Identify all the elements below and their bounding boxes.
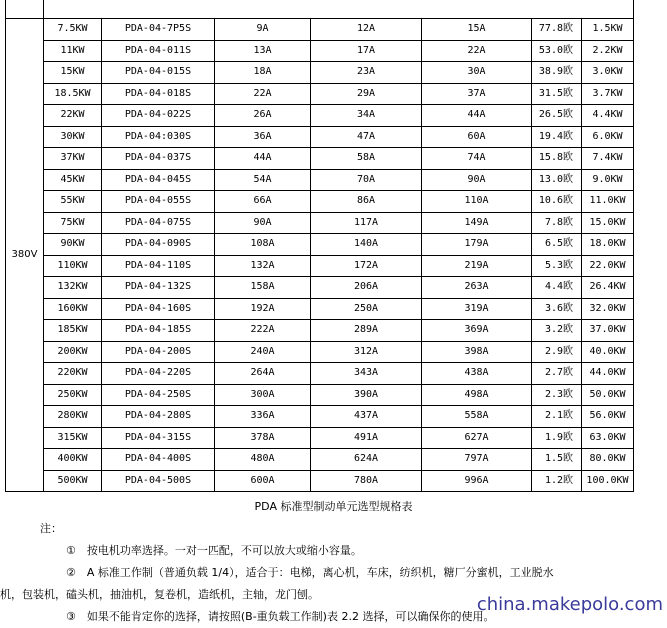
resistor-power-cell: 32.0KW xyxy=(582,298,634,320)
current-c-cell: 74A xyxy=(422,148,532,170)
resistance-cell: 1.2欧 xyxy=(532,470,582,492)
resistance-cell: 19.4欧 xyxy=(532,126,582,148)
resistor-power-cell: 3.7KW xyxy=(582,83,634,105)
resistor-power-cell: 40.0KW xyxy=(582,341,634,363)
notes-label: 注： xyxy=(40,522,62,535)
current-b-cell: 343A xyxy=(311,363,422,385)
current-c-cell: 219A xyxy=(422,255,532,277)
table-row xyxy=(6,320,634,342)
model-cell: PDA-04-250S xyxy=(102,384,215,406)
current-b-cell: 624A xyxy=(311,449,422,471)
resistor-power-cell: 22.0KW xyxy=(582,255,634,277)
power-cell: 30KW xyxy=(44,126,102,148)
current-a-cell: 480A xyxy=(215,449,311,471)
resistance-cell: 1.9欧 xyxy=(532,427,582,449)
note-2: ② A 标准工作制（普通负载 1/4），适合于：电梯，离心机，车床，纺织机，糖厂分蜜机，工业脱水 xyxy=(66,566,554,579)
note-1: ① 按电机功率选择。一对一匹配，不可以放大或缩小容量。 xyxy=(66,544,362,557)
model-cell: PDA-04-132S xyxy=(102,277,215,299)
power-cell: 45KW xyxy=(44,169,102,191)
current-a-cell: 240A xyxy=(215,341,311,363)
current-c-cell: 22A xyxy=(422,40,532,62)
power-cell: 55KW xyxy=(44,191,102,213)
current-c-cell: 110A xyxy=(422,191,532,213)
power-cell: 250KW xyxy=(44,384,102,406)
table-row xyxy=(6,363,634,385)
resistance-cell: 2.3欧 xyxy=(532,384,582,406)
current-a-cell: 264A xyxy=(215,363,311,385)
current-b-cell: 12A xyxy=(311,19,422,41)
power-cell: 400KW xyxy=(44,449,102,471)
table-row xyxy=(6,277,634,299)
power-cell: 200KW xyxy=(44,341,102,363)
table-row xyxy=(6,384,634,406)
current-a-cell: 36A xyxy=(215,126,311,148)
current-c-cell: 90A xyxy=(422,169,532,191)
current-c-cell: 438A xyxy=(422,363,532,385)
resistor-power-cell: 100.0KW xyxy=(582,470,634,492)
current-a-cell: 192A xyxy=(215,298,311,320)
resistor-power-cell: 18.0KW xyxy=(582,234,634,256)
current-c-cell: 149A xyxy=(422,212,532,234)
current-b-cell: 70A xyxy=(311,169,422,191)
current-c-cell: 37A xyxy=(422,83,532,105)
table-row xyxy=(6,449,634,471)
current-c-cell: 15A xyxy=(422,19,532,41)
table-row xyxy=(6,19,634,41)
current-c-cell: 797A xyxy=(422,449,532,471)
resistance-cell: 6.5欧 xyxy=(532,234,582,256)
resistance-cell: 26.5欧 xyxy=(532,105,582,127)
current-a-cell: 108A xyxy=(215,234,311,256)
current-a-cell: 336A xyxy=(215,406,311,428)
resistor-power-cell: 80.0KW xyxy=(582,449,634,471)
current-a-cell: 132A xyxy=(215,255,311,277)
resistance-cell: 15.8欧 xyxy=(532,148,582,170)
current-a-cell: 600A xyxy=(215,470,311,492)
current-b-cell: 140A xyxy=(311,234,422,256)
current-a-cell: 378A xyxy=(215,427,311,449)
resistance-cell: 2.9欧 xyxy=(532,341,582,363)
spec-table-body xyxy=(6,0,634,492)
current-b-cell: 172A xyxy=(311,255,422,277)
current-a-cell: 44A xyxy=(215,148,311,170)
current-b-cell: 117A xyxy=(311,212,422,234)
model-cell: PDA-04-055S xyxy=(102,191,215,213)
table-row xyxy=(6,470,634,492)
power-cell: 132KW xyxy=(44,277,102,299)
table-row xyxy=(6,298,634,320)
current-c-cell: 263A xyxy=(422,277,532,299)
current-b-cell: 34A xyxy=(311,105,422,127)
current-c-cell: 498A xyxy=(422,384,532,406)
current-a-cell: 13A xyxy=(215,40,311,62)
resistor-power-cell: 1.5KW xyxy=(582,19,634,41)
spec-table xyxy=(5,0,634,492)
model-cell: PDA-04-022S xyxy=(102,105,215,127)
current-b-cell: 47A xyxy=(311,126,422,148)
resistor-power-cell: 2.2KW xyxy=(582,40,634,62)
model-cell: PDA-04-045S xyxy=(102,169,215,191)
table-row xyxy=(6,341,634,363)
power-cell: 18.5KW xyxy=(44,83,102,105)
resistance-cell: 77.8欧 xyxy=(532,19,582,41)
current-b-cell: 250A xyxy=(311,298,422,320)
current-b-cell: 289A xyxy=(311,320,422,342)
table-row xyxy=(6,406,634,428)
current-b-cell: 390A xyxy=(311,384,422,406)
table-row xyxy=(6,169,634,191)
power-cell: 7.5KW xyxy=(44,19,102,41)
resistor-power-cell: 26.4KW xyxy=(582,277,634,299)
current-b-cell: 29A xyxy=(311,83,422,105)
power-cell: 160KW xyxy=(44,298,102,320)
resistor-power-cell: 63.0KW xyxy=(582,427,634,449)
current-a-cell: 66A xyxy=(215,191,311,213)
resistance-cell: 2.7欧 xyxy=(532,363,582,385)
table-caption: PDA 标准型制动单元选型规格表 xyxy=(254,500,413,513)
model-cell: PDA-04-315S xyxy=(102,427,215,449)
current-c-cell: 319A xyxy=(422,298,532,320)
model-cell: PDA-04-110S xyxy=(102,255,215,277)
voltage-cell: 380V xyxy=(6,19,44,492)
table-row xyxy=(6,40,634,62)
resistance-cell: 10.6欧 xyxy=(532,191,582,213)
current-c-cell: 996A xyxy=(422,470,532,492)
model-cell: PDA-04-075S xyxy=(102,212,215,234)
current-a-cell: 158A xyxy=(215,277,311,299)
current-a-cell: 54A xyxy=(215,169,311,191)
resistor-power-cell: 37.0KW xyxy=(582,320,634,342)
current-a-cell: 222A xyxy=(215,320,311,342)
power-cell: 75KW xyxy=(44,212,102,234)
table-row xyxy=(6,148,634,170)
resistor-power-cell: 9.0KW xyxy=(582,169,634,191)
current-b-cell: 437A xyxy=(311,406,422,428)
note-3: ③ 如果不能肯定你的选择，请按照(B-重负载工作制)表 2.2 选择，可以确保你的使用。 xyxy=(66,610,495,623)
resistance-cell: 31.5欧 xyxy=(532,83,582,105)
table-row xyxy=(6,62,634,84)
power-cell: 220KW xyxy=(44,363,102,385)
current-c-cell: 369A xyxy=(422,320,532,342)
table-row xyxy=(6,191,634,213)
power-cell: 22KW xyxy=(44,105,102,127)
resistor-power-cell: 44.0KW xyxy=(582,363,634,385)
resistor-power-cell: 15.0KW xyxy=(582,212,634,234)
model-cell: PDA-04-400S xyxy=(102,449,215,471)
table-row xyxy=(6,427,634,449)
power-cell: 11KW xyxy=(44,40,102,62)
power-cell: 315KW xyxy=(44,427,102,449)
table-row xyxy=(6,83,634,105)
power-cell: 37KW xyxy=(44,148,102,170)
model-cell: PDA-04-280S xyxy=(102,406,215,428)
resistance-cell: 2.1欧 xyxy=(532,406,582,428)
model-cell: PDA-04-7P5S xyxy=(102,19,215,41)
current-a-cell: 22A xyxy=(215,83,311,105)
resistance-cell: 3.6欧 xyxy=(532,298,582,320)
model-cell: PDA-04-018S xyxy=(102,83,215,105)
current-c-cell: 44A xyxy=(422,105,532,127)
resistor-power-cell: 56.0KW xyxy=(582,406,634,428)
resistance-cell: 7.8欧 xyxy=(532,212,582,234)
model-cell: PDA-04-015S xyxy=(102,62,215,84)
model-cell: PDA-04-011S xyxy=(102,40,215,62)
resistor-power-cell: 3.0KW xyxy=(582,62,634,84)
current-a-cell: 26A xyxy=(215,105,311,127)
current-b-cell: 86A xyxy=(311,191,422,213)
resistor-power-cell: 4.4KW xyxy=(582,105,634,127)
resistance-cell: 38.9欧 xyxy=(532,62,582,84)
current-b-cell: 17A xyxy=(311,40,422,62)
model-cell: PDA-04:030S xyxy=(102,126,215,148)
current-b-cell: 58A xyxy=(311,148,422,170)
model-cell: PDA-04-200S xyxy=(102,341,215,363)
power-cell: 110KW xyxy=(44,255,102,277)
power-cell: 90KW xyxy=(44,234,102,256)
current-a-cell: 18A xyxy=(215,62,311,84)
current-a-cell: 300A xyxy=(215,384,311,406)
power-cell: 185KW xyxy=(44,320,102,342)
resistance-cell: 53.0欧 xyxy=(532,40,582,62)
resistance-cell: 5.3欧 xyxy=(532,255,582,277)
table-row xyxy=(6,212,634,234)
power-cell: 280KW xyxy=(44,406,102,428)
resistance-cell: 13.0欧 xyxy=(532,169,582,191)
watermark: china.makepolo.com xyxy=(476,594,663,615)
current-b-cell: 312A xyxy=(311,341,422,363)
current-c-cell: 627A xyxy=(422,427,532,449)
model-cell: PDA-04-500S xyxy=(102,470,215,492)
resistor-power-cell: 50.0KW xyxy=(582,384,634,406)
resistor-power-cell: 11.0KW xyxy=(582,191,634,213)
resistor-power-cell: 7.4KW xyxy=(582,148,634,170)
power-cell: 15KW xyxy=(44,62,102,84)
current-c-cell: 60A xyxy=(422,126,532,148)
resistance-cell: 4.4欧 xyxy=(532,277,582,299)
power-cell: 500KW xyxy=(44,470,102,492)
resistance-cell: 1.5欧 xyxy=(532,449,582,471)
current-b-cell: 23A xyxy=(311,62,422,84)
model-cell: PDA-04-037S xyxy=(102,148,215,170)
current-a-cell: 90A xyxy=(215,212,311,234)
current-c-cell: 179A xyxy=(422,234,532,256)
resistance-cell: 3.2欧 xyxy=(532,320,582,342)
model-cell: PDA-04-090S xyxy=(102,234,215,256)
model-cell: PDA-04-220S xyxy=(102,363,215,385)
current-c-cell: 398A xyxy=(422,341,532,363)
current-b-cell: 780A xyxy=(311,470,422,492)
table-row xyxy=(6,234,634,256)
current-b-cell: 206A xyxy=(311,277,422,299)
current-a-cell: 9A xyxy=(215,19,311,41)
table-row xyxy=(6,105,634,127)
resistor-power-cell: 6.0KW xyxy=(582,126,634,148)
table-row xyxy=(6,126,634,148)
current-c-cell: 30A xyxy=(422,62,532,84)
table-top-row xyxy=(6,0,634,19)
model-cell: PDA-04-160S xyxy=(102,298,215,320)
note-2-continued: 机，包装机，磕头机，抽油机，复卷机，造纸机，主轴，龙门刨。 xyxy=(0,588,319,601)
current-b-cell: 491A xyxy=(311,427,422,449)
current-c-cell: 558A xyxy=(422,406,532,428)
table-row xyxy=(6,255,634,277)
model-cell: PDA-04-185S xyxy=(102,320,215,342)
